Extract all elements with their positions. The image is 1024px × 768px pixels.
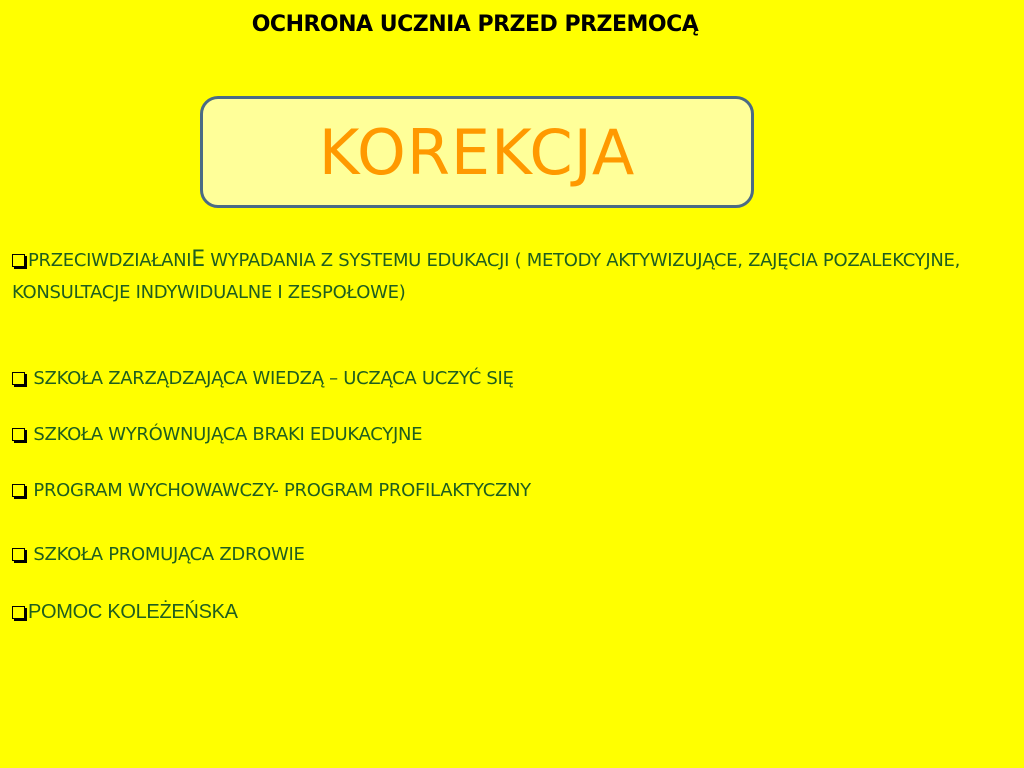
item-text: PROGRAM WYCHOWAWCZY- PROGRAM PROFILAKTYCZNY <box>28 480 531 501</box>
checkbox-bullet-icon <box>12 606 25 619</box>
list-item <box>12 363 514 395</box>
box-heading: KOREKCJA <box>318 115 636 189</box>
checkbox-bullet-icon <box>12 254 25 267</box>
list-item <box>12 244 1002 309</box>
checkbox-bullet-icon <box>12 372 25 385</box>
checkbox-bullet-icon <box>12 548 25 561</box>
item-text: SZKOŁA ZARZĄDZAJĄCA WIEDZĄ – UCZĄCA UCZYĆ SIĘ <box>28 368 514 389</box>
item-text: POMOC KOLEŻEŃSKA <box>28 601 238 623</box>
korekcja-box <box>200 96 754 208</box>
item-big-letter: E <box>191 247 205 272</box>
checkbox-bullet-icon <box>12 484 25 497</box>
item-text: SZKOŁA PROMUJĄCA ZDROWIE <box>28 544 305 565</box>
item-prefix: PRZECIWDZIAŁANI <box>28 250 192 271</box>
checkbox-bullet-icon <box>12 428 25 441</box>
list-item <box>12 539 305 571</box>
list-item <box>12 419 422 451</box>
item-text: WYPADANIA Z SYSTEMU EDUKACJI ( METODY AKTYWIZUJĄCE, ZAJĘCIA POZALEKCYJNE, KONSULTACJE INDYWIDUALNE I ZESPOŁOWE) <box>12 250 961 303</box>
list-item <box>12 596 238 628</box>
slide-title: OCHRONA UCZNIA PRZED PRZEMOCĄ <box>251 12 699 37</box>
item-text: SZKOŁA WYRÓWNUJĄCA BRAKI EDUKACYJNE <box>28 424 423 445</box>
list-item <box>12 475 531 507</box>
